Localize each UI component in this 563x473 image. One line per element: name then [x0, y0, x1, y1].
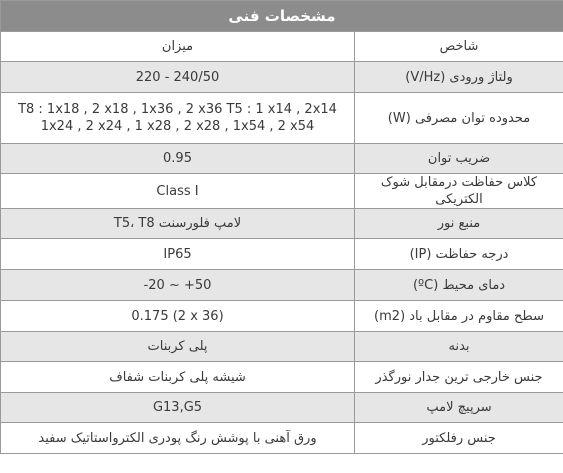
- spec-parameter: بدنه: [355, 332, 563, 362]
- header-value: میزان: [1, 32, 355, 62]
- spec-parameter: کلاس حفاظت درمقابل شوک الکتریکی: [355, 174, 563, 209]
- spec-value: T8 : 1x18 , 2 x18 , 1x36 , 2 x36 T5 : 1 x14 , 2x14 1x24 , 2 x24 , 1 x28 , 2 x28 , 1x54 , 2 x54: [1, 93, 355, 144]
- spec-parameter: منبع نور: [355, 209, 563, 239]
- table-title: مشخصات فنی: [1, 1, 563, 32]
- table-row: [1, 209, 563, 239]
- spec-value: IP65: [1, 239, 355, 270]
- spec-value: ورق آهنی با پوشش رنگ پودری الکترواستاتیک سفید: [1, 423, 355, 454]
- header-row: [1, 32, 563, 62]
- table-row: [1, 174, 563, 209]
- table-row: [1, 332, 563, 362]
- table-title-row: [1, 1, 563, 32]
- spec-parameter: سطح مقاوم در مقابل باد (m2): [355, 301, 563, 332]
- spec-parameter: محدوده توان مصرفی (W): [355, 93, 563, 144]
- spec-parameter: درجه حفاظت (IP): [355, 239, 563, 270]
- table-row: [1, 93, 563, 144]
- spec-value: G13,G5: [1, 393, 355, 423]
- spec-parameter: سرپیچ لامپ: [355, 393, 563, 423]
- table-row: [1, 270, 563, 301]
- table-row: [1, 62, 563, 93]
- header-parameter: شاخص: [355, 32, 563, 62]
- spec-value: لامپ فلورسنت T5، T8: [1, 209, 355, 239]
- spec-parameter: ولتاژ ورودی (V/Hz): [355, 62, 563, 93]
- spec-value: پلی کربنات: [1, 332, 355, 362]
- table-row: [1, 144, 563, 174]
- table-row: [1, 423, 563, 454]
- table-row: [1, 362, 563, 393]
- spec-value: 220 - 240/50: [1, 62, 355, 93]
- table-row: [1, 301, 563, 332]
- spec-value: 0.95: [1, 144, 355, 174]
- spec-parameter: جنس رفلکتور: [355, 423, 563, 454]
- spec-parameter: ضریب توان: [355, 144, 563, 174]
- table-row: [1, 393, 563, 423]
- spec-parameter: جنس خارجی ترین جدار نورگذر: [355, 362, 563, 393]
- spec-value: Class I: [1, 174, 355, 209]
- spec-value: -20 ~ +50: [1, 270, 355, 301]
- spec-value: 0.175 (2 x 36): [1, 301, 355, 332]
- spec-parameter: دمای محیط (ºC): [355, 270, 563, 301]
- table-row: [1, 239, 563, 270]
- spec-value: شیشه پلی کربنات شفاف: [1, 362, 355, 393]
